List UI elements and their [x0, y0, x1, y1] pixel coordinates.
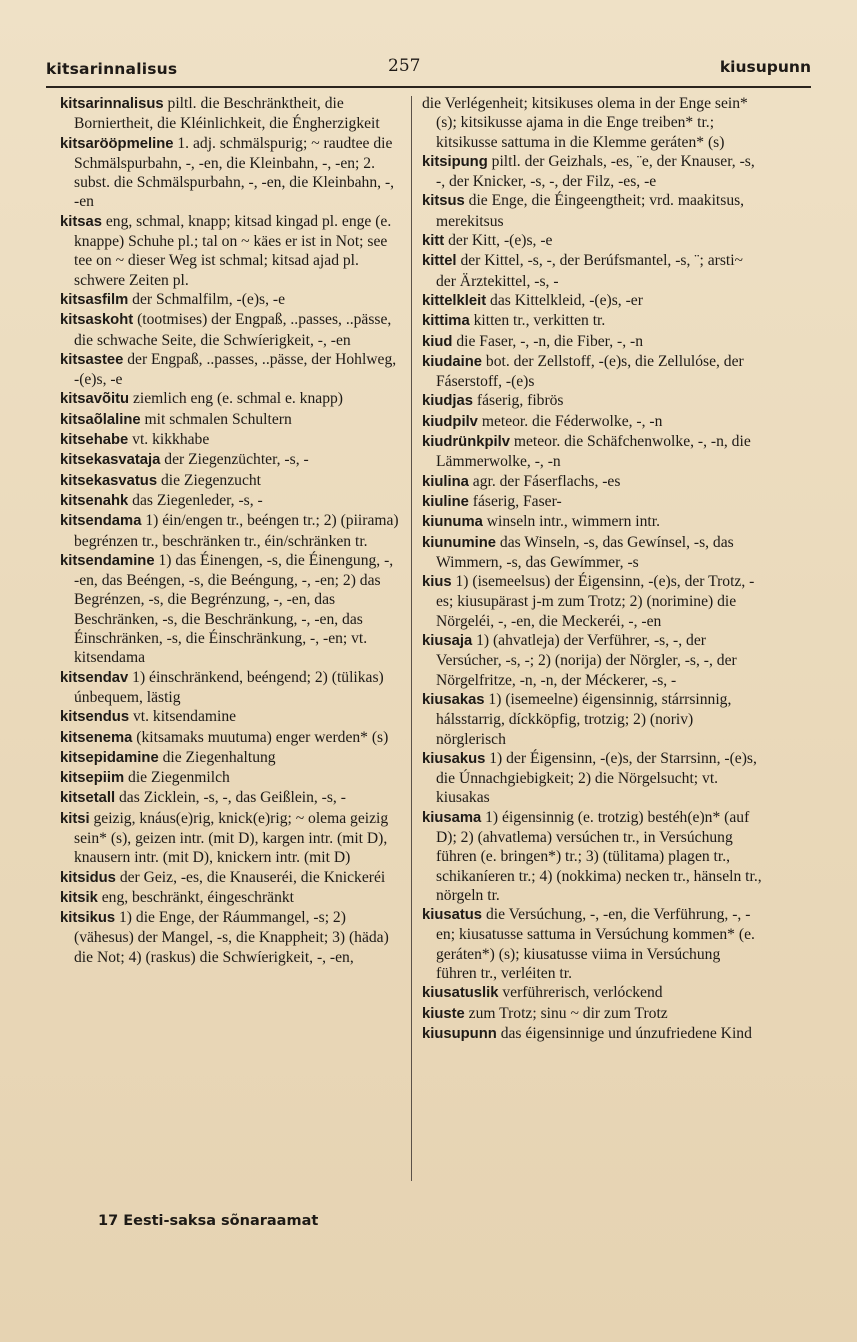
entry-headword: kitsetall — [60, 790, 116, 807]
entry-definition: agr. der Fáserflachs, -es — [468, 472, 621, 490]
entry-definition: 1) éin/engen tr., beéngen tr.; 2) (piirama) begrénzen tr., beschränken tr., éin/schränken tr. — [74, 512, 399, 550]
dictionary-entry — [60, 310, 400, 350]
entry-headword: kiunuma — [422, 514, 483, 531]
dictionary-entry — [60, 212, 400, 290]
entry-definition: die Faser, -, -n, die Fiber, -, -n — [452, 332, 644, 350]
entry-definition: vt. kikkhabe — [128, 431, 210, 449]
entry-definition: zum Trotz; sinu ~ dir zum Trotz — [464, 1004, 668, 1022]
entry-definition: 1. adj. schmälspurig; ~ raudtee die Schmälspurbahn, -, -en, die Kleinbahn, -, -en; 2. subst. die Schmälspurbahn, -, -en, die Kleinbahn, -, -en — [74, 134, 395, 211]
entry-headword: kitsenema — [60, 729, 133, 746]
entry-definition: die Enge, die Éingeengtheit; vrd. maakitsus, merekitsus — [436, 192, 745, 230]
dictionary-entry — [60, 551, 400, 668]
entry-definition: mit schmalen Schultern — [140, 410, 292, 428]
entry-definition: der Kittel, -s, -, der Berúfsmantel, -s, ¨; arsti~ der Ärztekittel, -s, - — [436, 252, 743, 290]
left-column — [60, 94, 400, 967]
entry-headword: kitsik — [60, 889, 98, 906]
entry-definition: verführerisch, verlóckend — [498, 984, 663, 1002]
dictionary-entry — [422, 94, 762, 152]
entry-headword: kiusakas — [422, 691, 485, 708]
entry-headword: kius — [422, 574, 452, 591]
entry-definition: 1) (isemeelsus) der Éigensinn, -(e)s, der Trotz, -es; kiusupärast j-m zum Trotz; 2) (norimine) die Nörgeléi, -, -en, die Meckeréi, -, -en — [436, 573, 755, 630]
dictionary-entry — [60, 410, 400, 430]
entry-headword: kitsasfilm — [60, 291, 129, 308]
entry-definition: der Schmalfilm, -(e)s, -e — [128, 290, 286, 308]
entry-headword: kitt — [422, 233, 445, 250]
entry-definition: bot. der Zellstoff, -(e)s, die Zellulóse, der Fáserstoff, -(e)s — [436, 352, 744, 391]
entry-headword: kitsaõlaline — [60, 411, 141, 428]
dictionary-entry — [422, 391, 762, 411]
dictionary-entry — [422, 749, 762, 808]
entry-headword: kitsepidamine — [60, 749, 159, 766]
dictionary-entry — [60, 450, 400, 470]
entry-headword: kiudaine — [422, 353, 483, 370]
entry-definition: piltl. der Geizhals, -es, ¨e, der Knauser, -s, -, der Knicker, -s, -, der Filz, -es, -e — [436, 152, 755, 191]
dictionary-entry — [422, 492, 762, 512]
dictionary-entry — [422, 631, 762, 690]
entry-definition: eng, beschränkt, éingeschränkt — [97, 888, 294, 906]
entry-headword: kiusama — [422, 809, 482, 826]
dictionary-entry — [422, 572, 762, 631]
header-last-headword: kiusupunn — [719, 58, 811, 76]
entry-headword: kiulina — [422, 473, 469, 490]
dictionary-entry — [60, 707, 400, 727]
entry-definition: der Geiz, -es, die Knauseréi, die Knickeréi — [115, 868, 386, 886]
right-column — [422, 94, 762, 1044]
dictionary-entry — [422, 1024, 762, 1044]
entry-headword: kitsavõitu — [60, 391, 130, 408]
entry-definition: fáserig, Faser- — [468, 492, 562, 510]
dictionary-entry — [60, 788, 400, 808]
entry-headword: kiudrünkpilv — [422, 434, 510, 451]
dictionary-entry — [422, 1004, 762, 1024]
entry-headword: kitsehabe — [60, 432, 129, 449]
entry-definition: der Kitt, -(e)s, -e — [444, 232, 553, 250]
entry-headword: kitsekasvataja — [60, 452, 161, 469]
entry-definition: das Ziegenleder, -s, - — [128, 491, 263, 509]
entry-definition: das Winseln, -s, das Gewínsel, -s, das Wimmern, -s, das Gewímmer, -s — [436, 533, 734, 571]
entry-headword: kitsi — [60, 810, 90, 827]
dictionary-entry — [422, 533, 762, 573]
dictionary-entry — [422, 690, 762, 749]
dictionary-entry — [60, 471, 400, 491]
entry-headword: kittel — [422, 253, 457, 270]
entry-definition: eng, schmal, knapp; kitsad kingad pl. enge (e. knappe) Schuhe pl.; tal on ~ käes er ist in Not; see tee on ~ dieser Weg ist schmal; kitsad ajad pl. schwere Zeiten pl. — [74, 212, 392, 289]
entry-definition: kitten tr., verkitten tr. — [469, 312, 606, 330]
dictionary-entry — [60, 908, 400, 967]
dictionary-entry — [422, 905, 762, 983]
entry-definition: das Kittelkleid, -(e)s, -er — [486, 291, 643, 309]
dictionary-entry — [422, 512, 762, 532]
dictionary-entry — [60, 668, 400, 708]
entry-headword: kiusaja — [422, 633, 473, 650]
entry-headword: kitsipung — [422, 153, 488, 170]
dictionary-entry — [60, 768, 400, 788]
entry-definition: fáserig, fibrös — [473, 392, 564, 410]
entry-definition: die Versúchung, -, -en, die Verführung, -, -en; kiusatusse sattuma in Versúchung kommen* (e. geráten*) (s); kiusatusse viima in Versúchung führen tr., verléiten tr. — [436, 906, 755, 983]
entry-definition: die Verlégenheit; kitsikuses olema in der Enge sein* (s); kitsikusse ajama in die Enge treiben* tr.; kitsikusse sattuma in die Klemme geráten* (s) — [422, 95, 748, 151]
entry-headword: kitsaskoht — [60, 312, 134, 329]
dictionary-entry — [422, 352, 762, 392]
dictionary-entry — [60, 134, 400, 212]
dictionary-entry — [60, 809, 400, 868]
dictionary-entry — [60, 888, 400, 908]
dictionary-entry — [422, 412, 762, 432]
entry-definition: (tootmises) der Engpaß, ..passes, ..pässe, die schwache Seite, die Schwíerigkeit, -, -en — [74, 311, 392, 349]
entry-headword: kiunumine — [422, 534, 496, 551]
entry-headword: kiuline — [422, 493, 469, 510]
page-header — [46, 56, 811, 84]
dictionary-entry — [422, 311, 762, 331]
entry-definition: das éigensinnige und únzufriedene Kind — [496, 1024, 752, 1042]
entry-headword: kitsas — [60, 213, 102, 230]
entry-definition: (kitsamaks muutuma) enger werden* (s) — [132, 728, 389, 746]
entry-definition: die Ziegenhaltung — [158, 748, 276, 766]
dictionary-entry — [60, 430, 400, 450]
entry-headword: kiusakus — [422, 750, 486, 767]
dictionary-entry — [422, 231, 762, 251]
entry-definition: piltl. die Beschränktheit, die Borniertheit, die Kléinlichkeit, die Éngherzigkeit — [74, 95, 380, 133]
dictionary-entry — [60, 728, 400, 748]
dictionary-entry — [422, 808, 762, 905]
page-footer: 17 Eesti-saksa sõnaraamat — [98, 1213, 319, 1229]
entry-headword: kitsarööpmeline — [60, 135, 174, 152]
dictionary-entry — [60, 748, 400, 768]
entry-definition: die Ziegenzucht — [157, 471, 261, 489]
dictionary-entry — [60, 389, 400, 409]
entry-headword: kiud — [422, 333, 453, 350]
entry-definition: meteor. die Féderwolke, -, -n — [477, 412, 663, 430]
entry-headword: kitsendus — [60, 709, 130, 726]
dictionary-entry — [422, 251, 762, 291]
entry-headword: kittima — [422, 313, 470, 330]
entry-headword: kiusupunn — [422, 1025, 497, 1042]
entry-definition: 1) (isemeelne) éigensinnig, stárrsinnig, hálsstarrig, díckköpfig, trotzig; 2) (noriv) nörglerisch — [436, 690, 732, 748]
entry-definition: der Ziegenzüchter, -s, - — [160, 451, 309, 469]
dictionary-entry — [60, 350, 400, 390]
entry-headword: kitsendama — [60, 513, 142, 530]
entry-definition: meteor. die Schäfchenwolke, -, -n, die Lämmerwolke, -, -n — [436, 433, 751, 471]
header-rule — [46, 86, 811, 88]
entry-headword: kitsendav — [60, 669, 129, 686]
entry-definition: geizig, knáus(e)rig, knick(e)rig; ~ olema geizig sein* (s), geizen intr. (mit D), kargen intr. (mit D), knausern intr. (mit D), knickern intr. (mit D) — [74, 809, 389, 867]
entry-definition: die Ziegenmilch — [124, 769, 230, 787]
dictionary-entry — [60, 511, 400, 551]
entry-headword: kitsendamine — [60, 552, 155, 569]
entry-headword: kitsus — [422, 193, 465, 210]
entry-headword: kitsikus — [60, 910, 116, 927]
entry-definition: 1) die Enge, der Ráummangel, -s; 2) (vähesus) der Mangel, -s, die Knappheit; 3) (häda) die Not; 4) (raskus) die Schwíerigkeit, -, -en, — [74, 909, 389, 966]
entry-definition: 1) das Éinengen, -s, die Éinengung, -, -en, das Beéngen, -s, die Beéngung, -, -en; 2) das Begrénzen, -s, die Begrénzung, -, -en, das Beschränken, -s, die Beschränkung, -, -en, das Éinschränken, -s, die Éinschränkung, -, -en; vt. kitsendama — [74, 551, 394, 667]
entry-headword: kittelkleit — [422, 292, 487, 309]
entry-headword: kiuste — [422, 1005, 465, 1022]
entry-headword: kitsastee — [60, 351, 124, 368]
dictionary-entry — [422, 191, 762, 231]
dictionary-entry — [60, 290, 400, 310]
dictionary-entry — [60, 94, 400, 134]
dictionary-entry — [60, 491, 400, 511]
entry-headword: kitsenahk — [60, 492, 129, 509]
entry-definition: vt. kitsendamine — [129, 708, 237, 726]
entry-definition: 1) der Éigensinn, -(e)s, der Starrsinn, -(e)s, die Únnachgiebigkeit; 2) die Nörgelsucht; vt. kiusakas — [436, 749, 757, 807]
dictionary-entry — [422, 432, 762, 472]
entry-definition: der Engpaß, ..passes, ..pässe, der Hohlweg, -(e)s, -e — [74, 350, 397, 389]
dictionary-entry — [422, 472, 762, 492]
entry-headword: kiudjas — [422, 393, 473, 410]
entry-definition: 1) (ahvatleja) der Verführer, -s, -, der Versúcher, -s, -; 2) (norija) der Nörgler, -s, -, der Nörgelfritze, -n, -n, der Méckerer, -s, - — [436, 632, 737, 689]
entry-definition: ziemlich eng (e. schmal e. knapp) — [129, 390, 343, 408]
entry-headword: kitsarinnalisus — [60, 96, 164, 112]
dictionary-entry — [60, 868, 400, 888]
dictionary-entry — [422, 983, 762, 1003]
header-first-headword: kitsarinnalisus — [46, 60, 178, 78]
entry-definition: 1) éinschränkend, beéngend; 2) (tülikas) únbequem, lästig — [74, 668, 384, 706]
entry-headword: kiusatuslik — [422, 985, 499, 1002]
entry-definition: 1) éigensinnig (e. trotzig) bestéh(e)n* (auf D); 2) (ahvatlema) versúchen tr., in Versúchung führen (e. bringen*) tr.; 3) (tülitama) plagen tr., schikaníeren tr.; 4) (nokkima) necken tr., hänseln tr., nörgeln tr. — [436, 808, 762, 904]
entry-headword: kitsekasvatus — [60, 472, 158, 489]
dictionary-entry — [422, 152, 762, 192]
entry-headword: kitsepiim — [60, 770, 125, 787]
entry-definition: winseln intr., wimmern intr. — [482, 513, 660, 531]
entry-headword: kiusatus — [422, 907, 483, 924]
column-divider — [411, 96, 412, 1181]
entry-definition: das Zicklein, -s, -, das Geißlein, -s, - — [115, 789, 346, 807]
dictionary-entry — [422, 291, 762, 311]
page-number: 257 — [388, 56, 421, 76]
dictionary-entry — [422, 332, 762, 352]
entry-headword: kiudpilv — [422, 413, 478, 430]
entry-headword: kitsidus — [60, 869, 116, 886]
